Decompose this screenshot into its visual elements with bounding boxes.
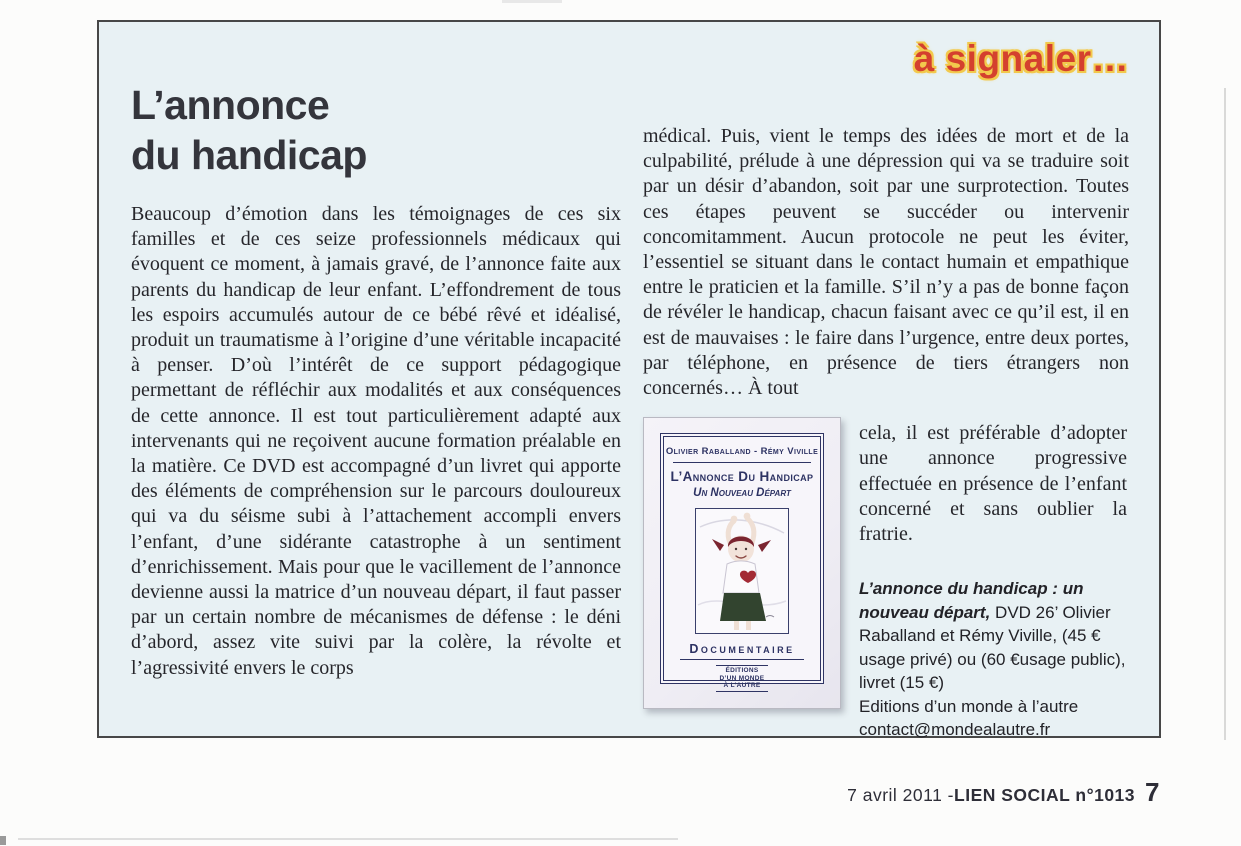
- caption-publisher: Editions d’un monde à l’autre: [859, 696, 1079, 716]
- footer-date: 7 avril 2011 -: [847, 785, 955, 805]
- dvd-cover-rule: [673, 462, 810, 463]
- article-title: [131, 80, 367, 180]
- dvd-cover-photo: [643, 417, 841, 709]
- dvd-reference-caption: [859, 577, 1127, 742]
- right-column: [643, 124, 1129, 742]
- scan-bottom-smudge: [18, 838, 678, 840]
- caption-title: L’annonce du handicap : un nouveau départ,: [859, 579, 1084, 622]
- dvd-cover-frame: [660, 433, 824, 690]
- right-column-paragraph-top: médical. Puis, vient le temps des idées de mort et de la culpabilité, prélude à une dépression qui va se traduire soit par un désir d’abandon, soit par une surprotection. Toutes ces étapes peuvent se succéder ou intervenir concomitamment. Aucun protocole ne peut les éviter, l’essentiel se situant dans le contact humain et empathique entre le praticien et la famille. S’il n’y a pas de bonne façon de révéler le handicap, chacun faisant avec ce qu’il est, il en est de mauvaises : le faire dans l’urgence, entre deux portes, par téléphone, en présence de tiers étrangers non concernés… À tout: [643, 125, 1129, 400]
- article-title-line2: du handicap: [131, 132, 367, 178]
- dvd-cover-subtitle: Un Nouveau Départ: [693, 487, 791, 500]
- page-footer: [847, 777, 1160, 808]
- publisher-line2: D’UN MONDE: [719, 674, 765, 682]
- left-column: [131, 202, 621, 681]
- scan-corner-mark: [0, 836, 6, 845]
- article-panel: [97, 20, 1161, 738]
- caption-details: DVD 26’ Olivier Raballand et Rémy Viville, (45 € usage privé) ou (60 €usage public), livret (15 €): [859, 602, 1126, 693]
- section-badge: à signaler…: [913, 38, 1129, 79]
- left-column-paragraph: Beaucoup d’émotion dans les témoignages de ces six familles et de ces seize professionnels médicaux qui évoquent ce moment, à jamais gravé, de l’annonce faite aux parents du handicap de leur enfant. L’effondrement de tous les espoirs accumulés autour de ce bébé rêvé et idéalisé, produit un traumatisme à l’origine d’une véritable incapacité à penser. D’où l’intérêt de ce support pédagogique permettant de réfléchir aux modalités et aux conséquences de cette annonce. Il est tout particulièrement adapté aux intervenants qui ne reçoivent aucune formation préalable en la matière. Ce DVD est accompagné d’un livret qui apporte des éléments de compréhension sur le parcours douloureux qui va du séisme subi à l’attachement accompli envers l’enfant, d’une sidérante catastrophe à un sentiment d’enrichissement. Mais pour que le vacillement de l’annonce devienne aussi la matrice d’un nouveau départ, il faut passer par un certain nombre de mécanismes de défense : le déni d’abord, assez vite suivi par la colère, la révolte et l’agressivité envers le corps: [131, 203, 621, 679]
- footer-magazine-name: LIEN SOCIAL n°1013: [954, 785, 1136, 805]
- beside-cover-column: [859, 417, 1127, 742]
- publisher-line1: ÉDITIONS: [725, 667, 759, 675]
- scan-edge-artifact: [1224, 88, 1226, 740]
- footer-page-number: 7: [1145, 777, 1160, 807]
- publisher-line3: À L’AUTRE: [723, 682, 761, 690]
- dvd-cover-genre: Documentaire: [689, 642, 795, 657]
- caption-email: contact@mondealautre.fr: [859, 720, 1051, 740]
- scan-top-smudge: [502, 0, 562, 3]
- dvd-cover-authors: Olivier Raballand - Rémy Viville: [665, 446, 819, 458]
- dvd-cover-inner: [663, 436, 821, 690]
- dvd-cover-publisher-logo: [716, 665, 769, 692]
- article-title-line1: L’annonce: [131, 82, 330, 128]
- right-column-paragraph-wrap: cela, il est préférable d’adopter une annonce progressive effectuée en présence de l’enfant concerné et sans oublier la fratrie.: [859, 422, 1127, 546]
- dvd-cover-illustration: [695, 508, 789, 634]
- dvd-cover-genre-rule: [680, 659, 805, 660]
- cover-and-text-row: [643, 417, 1129, 742]
- dvd-cover-title: L’Annonce Du Handicap: [670, 469, 814, 485]
